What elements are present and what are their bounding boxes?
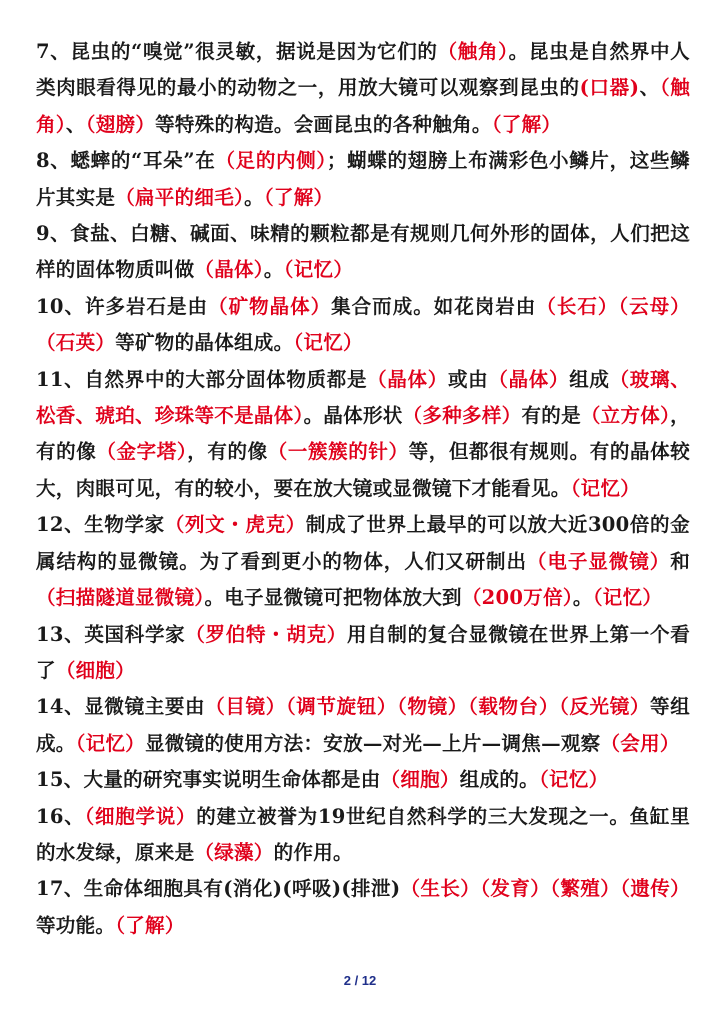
answer-text: （玻璃、松香、琥珀、珍珠等不是晶体）	[36, 367, 690, 428]
item-16	[36, 799, 690, 872]
statement-text: 或由	[447, 367, 489, 391]
statement-text: 。昆虫是自然界中人类肉眼看得见的最小的动物之一，用放大镜可以观察到昆虫的	[36, 40, 690, 100]
statement-text: ，有的像	[36, 404, 690, 464]
item-13	[36, 617, 690, 690]
item-12	[36, 507, 690, 616]
statement-text: 14、显微镜主要由	[36, 695, 206, 719]
answer-text: （一簇簇的针）	[267, 440, 409, 464]
answer-text: （足的内侧）	[215, 149, 327, 173]
answer-text: （绿藻）	[194, 840, 274, 864]
answer-text: （电子显微镜）	[526, 549, 671, 573]
item-7	[36, 34, 690, 143]
statement-text: ；蝴蝶的翅膀上布满彩色小鳞片，这些鳞片其实是	[36, 149, 690, 209]
answer-text: （记忆）	[570, 476, 641, 500]
item-8	[36, 143, 690, 216]
statement-text: 组成的。	[459, 768, 539, 792]
answer-text: （细胞学说）	[84, 804, 197, 828]
item-14	[36, 689, 690, 762]
statement-text: 和	[670, 549, 690, 573]
statement-text: 16、	[36, 804, 85, 828]
statement-text: 。	[572, 586, 593, 610]
answer-text: （记忆）	[538, 768, 609, 792]
statement-text: 。电子显微镜可把物体放大到	[204, 586, 462, 610]
statement-text: 显微镜的使用方法：安放—对光—上片—调焦—观察	[145, 731, 601, 755]
answer-text: （晶体）	[194, 258, 264, 282]
answer-text: （扫描隧道显微镜）	[36, 586, 205, 610]
statement-text: 。晶体形状	[303, 404, 403, 428]
statement-text: 9、食盐、白糖、碱面、味精的颗粒都是有规则几何外形的固体，人们把这样的固体物质叫做	[36, 222, 690, 282]
item-9	[36, 216, 690, 289]
answer-text: （记忆）	[293, 331, 363, 355]
answer-text: （列文・虎克）	[164, 513, 306, 537]
answer-text: （罗伯特・胡克）	[185, 622, 347, 646]
statement-text: 的建立被誉为19世纪自然科学的三大发现之一。鱼缸里的水发绿，原来是	[36, 804, 690, 864]
statement-text: 的作用。	[273, 840, 353, 864]
answer-text: （了解）	[491, 112, 562, 136]
answer-text: （会用）	[600, 731, 680, 755]
item-17	[36, 871, 690, 944]
answer-text: （了解）	[115, 913, 185, 937]
item-15	[36, 762, 690, 798]
statement-text: 有的是	[521, 404, 581, 428]
statement-text: 17、生命体细胞具有(消化)(呼吸)(排泄)	[36, 877, 401, 901]
answer-text: （目镜）（调节旋钮）（物镜）（载物台）（反光镜）	[205, 695, 651, 719]
answer-text: （生长）（发育）（繁殖）（遗传）	[400, 877, 690, 901]
answer-text: （记忆）	[592, 586, 663, 610]
statement-text: 。	[263, 258, 284, 282]
answer-text: （翅膀）	[85, 112, 156, 136]
item-10	[36, 289, 690, 362]
statement-text: 12、生物学家	[36, 513, 165, 537]
statement-text: 、	[65, 112, 86, 136]
answer-text: （金字塔）	[96, 440, 188, 464]
answer-text: （细胞）	[55, 658, 136, 682]
statement-text: 15、大量的研究事实说明生命体都是由	[36, 768, 381, 792]
item-list	[36, 34, 690, 944]
statement-text: 等组成。	[36, 695, 691, 755]
statement-text: 等特殊的构造。会画昆虫的各种触角。	[155, 112, 492, 136]
answer-text: （了解）	[263, 185, 334, 209]
answer-text: （晶体）	[488, 367, 570, 391]
statement-text: 10、许多岩石是由	[36, 294, 209, 318]
answer-text: （200万倍）	[461, 586, 573, 610]
answer-text: （矿物晶体）	[208, 294, 332, 318]
answer-text: （记忆）	[283, 258, 354, 282]
statement-text: 11、自然界中的大部分固体物质都是	[36, 367, 368, 391]
answer-text: （细胞）	[380, 768, 460, 792]
statement-text: 、	[639, 76, 660, 100]
statement-text: 13、英国科学家	[36, 622, 186, 646]
statement-text: ，有的像	[187, 440, 268, 464]
answer-text: (口器)	[579, 76, 640, 100]
page-number: 2 / 12	[343, 973, 377, 988]
answer-text: （扁平的细毛）	[115, 185, 245, 209]
answer-text: （触角）	[437, 40, 509, 63]
statement-text: 组成	[569, 367, 610, 391]
answer-text: （多种多样）	[402, 404, 522, 428]
statement-text: 7、昆虫的“嗅觉”很灵敏，据说是因为它们的	[36, 40, 438, 63]
answer-text: （立方体）	[580, 404, 671, 428]
item-11	[36, 362, 690, 508]
statement-text: 。	[244, 185, 264, 209]
statement-text: 制成了世界上最早的可以放大近300倍的金属结构的显微镜。为了看到更小的物体，人们又研制出	[36, 513, 690, 573]
statement-text: 等，但都很有规则。有的晶体较大，肉眼可见，有的较小，要在放大镜或显微镜下才能看见。	[36, 440, 690, 500]
statement-text: 8、蟋蟀的“耳朵”在	[36, 149, 216, 173]
answer-text: （晶体）	[367, 367, 448, 391]
statement-text: 用自制的复合显微镜在世界上第一个看了	[36, 622, 691, 682]
statement-text: 等功能。	[36, 913, 116, 937]
answer-text: （记忆）	[75, 731, 146, 755]
answer-text: （触角）	[36, 76, 690, 136]
statement-text: 等矿物的晶体组成。	[115, 331, 294, 355]
answer-text: （长石）（云母）（石英）	[36, 294, 690, 355]
statement-text: 集合而成。如花岗岩由	[331, 294, 537, 318]
